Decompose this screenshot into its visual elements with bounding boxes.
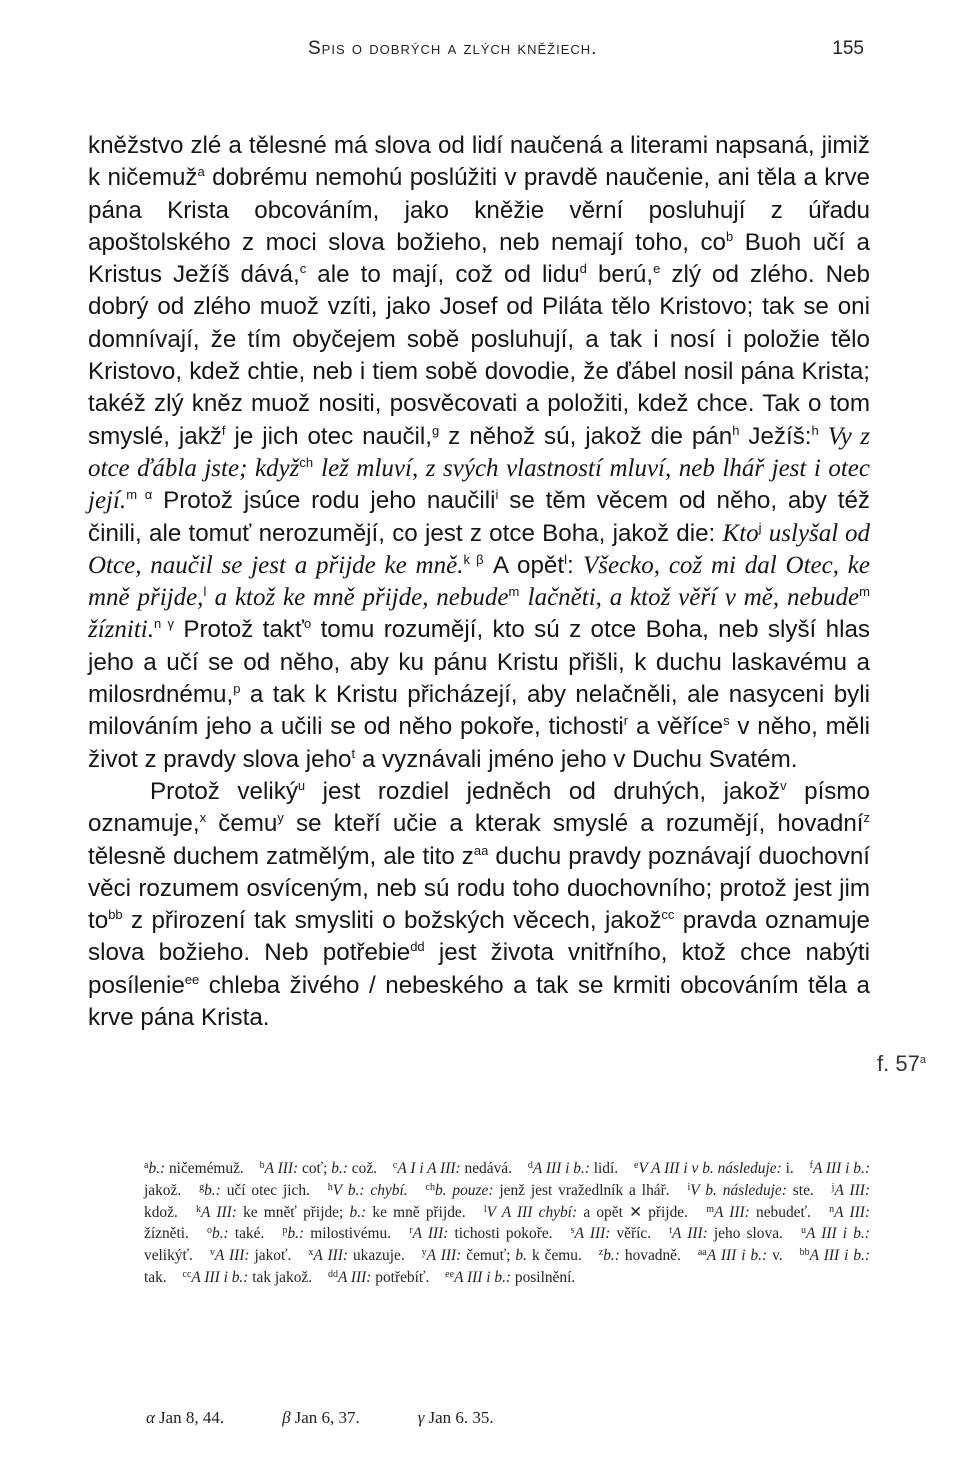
ref-text: Jan 8, 44. [158,1408,225,1427]
footnote [528,1160,618,1177]
paragraph [88,776,870,1034]
footnote-marker: h [732,422,740,438]
scripture-ref [282,1408,360,1427]
italic-text: uslyšal od Otce, naučil se jest a přijde ke mně. [88,519,870,579]
folio-sup: a [919,1054,926,1066]
text-run: v. [767,1247,783,1265]
footnote-marker: p [282,1225,288,1237]
italic-text: b.: [204,1181,221,1199]
footnote-marker: h [327,1181,333,1193]
text-run: tomu rozumějí, kto sú z otce Boha, neb slyší hlas jeho a učí se od něho, aby ku pánu Kristu přišli, k duchu laskavému a milosrdnému, [88,616,871,709]
footnote-marker: a [144,1160,149,1171]
footnote [393,1160,512,1177]
italic-text: A III i b.: [809,1247,870,1265]
text-run: posilnění. [511,1268,576,1286]
text-run: lidí. [589,1160,619,1177]
text-run: tichosti pokoře. [448,1225,553,1243]
footnote-marker: l [483,1203,487,1215]
footnote-marker: f [809,1160,813,1171]
italic-text: A III: [834,1203,870,1221]
text-run: k čemu. [526,1247,582,1265]
ref-text: Jan 6. 35. [428,1408,494,1427]
italic-text: b.: [603,1247,620,1265]
italic-text: A III: [672,1225,708,1243]
italic-text: Vy z otce ďábla jste; když [88,422,870,482]
running-header: Spis o dobrých a zlých kněžiech. [308,38,598,59]
text-run [762,520,769,547]
italic-text: A III: [337,1268,372,1286]
footnote-marker: f [221,422,226,438]
footnote [196,1204,466,1221]
footnote-marker: y [421,1247,427,1259]
footnote-marker: g [199,1181,205,1193]
footnote-marker: j [758,519,762,535]
text-run: Protož jsúce rodu jeho naučili [152,487,496,515]
footnote-marker: x [308,1247,314,1259]
folio-text: f. 57 [877,1051,920,1076]
text-run: tělesně duchem zatmělým, ale tito z [88,842,474,870]
ref-text: Jan 6, 37. [294,1408,360,1427]
footnote [484,1204,688,1221]
footnote-marker: n [829,1203,835,1215]
text-run: coť; [298,1160,332,1177]
text-run: věříc. [610,1225,652,1243]
text-run: Buoh učí a Kristus Ježíš dává, [88,228,870,289]
footnote-marker: r [409,1225,413,1237]
text-run: což. [347,1160,378,1177]
italic-text: b.: [212,1225,229,1243]
footnote-marker: m [508,584,520,600]
text-run: jakoť. [249,1247,292,1265]
footnote-marker: b [259,1160,265,1171]
footnote-marker: aa [697,1247,707,1259]
text-run: ukazuje. [348,1247,405,1265]
scripture-ref [146,1408,224,1427]
footnote-marker: h [811,422,819,438]
text-run: čemu [206,810,278,838]
text-run [206,584,214,611]
text-run: a opět ✕ přijde. [577,1203,688,1221]
footnote-marker: m [706,1203,714,1215]
italic-text: A III i b.: [812,1160,870,1177]
text-run: pravda oznamuje slova božieho. Neb potřebie [88,907,870,967]
footnote-marker: d [527,1160,533,1171]
italic-text: A I i A III: [397,1160,461,1177]
footnote [183,1269,313,1286]
italic-text: A III i b.: [191,1268,249,1286]
footnote-marker: s [570,1225,575,1237]
footnote [698,1247,783,1264]
text-run: v něho, měli život z pravdy slova jeho [88,713,870,773]
text-run: ke mně přijde. [366,1203,466,1221]
footnote-marker: x [199,810,207,826]
footnote-marker: ch [299,454,314,470]
footnote-marker: c [392,1160,398,1171]
italic-text: A III: [834,1181,870,1199]
footnote [688,1182,814,1199]
footnote-marker: y [277,810,284,826]
footnote-marker: e [633,1160,639,1171]
text-run: jeho slova. [707,1225,783,1243]
footnote [409,1225,552,1242]
footnote-marker: a [197,164,205,180]
footnote [634,1160,794,1177]
footnote-marker: cc [182,1268,192,1280]
text-run: Protož takť [174,616,304,644]
text-run: zlý od zlého. Neb dobrý od zlého muož vzíti, jako Josef od Piláta tělo Kristovo; tak se oni domnívají, že tím obyčejem sobě posluhují, a tak i nosí i položie tělo Kristovo, kdež chtie, neb i tiem sobě dovodie, že ďábel nosil pána Krista; takéž zlý kněz muož nositi, posvěcovati a položiti, kdež chce. Tak o tom smyslé, jakž [88,261,870,450]
footnote-marker: cc [661,907,675,923]
ref-mark: β [282,1408,291,1427]
text-run: a věříce [628,713,724,741]
italic-text: žízniti. [88,616,154,644]
italic-text: A III: [313,1247,348,1265]
text-run: velikýť. [144,1247,193,1265]
footnote-marker: j [831,1181,835,1193]
text-run: hovadně. [619,1247,681,1265]
footnote-marker: aa [473,842,489,858]
footnote-marker: dd [327,1268,338,1280]
page-number: 155 [832,38,864,59]
footnote-marker: z [863,810,870,826]
italic-text: A III i b.: [532,1160,590,1177]
italic-text: lež mluví, z svých vlastností mluví, neb lhář jest i otec její. [88,454,870,515]
scripture-references [146,1408,552,1428]
main-text [88,130,870,1034]
footnote-marker: z [598,1247,604,1259]
footnote [207,1225,264,1242]
footnote [308,1247,404,1264]
text-run: ke mněť přijde; [236,1203,350,1221]
ref-mark: α [146,1408,155,1427]
footnote [599,1247,681,1264]
text-run: Ježíš: [739,422,812,450]
footnote [445,1269,575,1286]
text-run: kněžstvo zlé a tělesné má slova od lidí naučená a literami napsaná, jimiž k ničemuž [88,132,870,192]
italic-text: b.: [331,1160,348,1177]
text-run: jest rozdiel jedněch od druhých, jakož [305,777,781,805]
text-run: tak jakož. [248,1268,313,1286]
italic-text: b.: [349,1203,367,1221]
italic-text: V A III chybí: [486,1203,578,1221]
footnote-marker: s [723,713,730,729]
italic-text: V b.: chybí. [332,1181,408,1199]
italic-text: V A III i v b. následuje: [638,1160,782,1177]
footnote [669,1225,783,1242]
folio-margin-note [877,1051,926,1077]
italic-text: a ktož ke mně přijde, nebude [214,584,509,612]
footnote-marker: dd [410,939,425,955]
italic-text: A III: [201,1203,237,1221]
footnote-marker: k β [463,551,484,567]
text-run: a tak k Kristu přicházejí, aby nelačněli, ale nasyceni byli milováním jeho a učili se od něho pokoře, tichosti [88,681,870,741]
text-run: i. [781,1160,794,1177]
footnote [282,1225,391,1242]
text-run: učí otec jich. [220,1181,310,1199]
footnote-marker: i [687,1181,691,1193]
italic-text: A III: [574,1225,611,1243]
footnote-marker: l [564,551,567,567]
ref-mark: γ [417,1408,425,1427]
italic-text: A III: [713,1203,750,1221]
text-run: kdož. [144,1203,178,1221]
italic-text: V b. následuje: [690,1181,787,1199]
text-run: písmo oznamuje, [88,777,871,838]
text-run [819,423,828,450]
text-run: : [566,551,583,579]
text-run: a vyznávali jméno jeho v Duchu Svatém. [355,745,798,773]
text-run: Protož veliký [150,777,298,805]
footnote-marker: t [351,745,356,761]
footnote-marker: c [299,261,307,277]
text-run: z něhož sú, jakož die pán [439,422,733,450]
text-run: se těm věcem od něho, aby též činili, ale tomuť nerozumějí, co jest z otce Boha, jakož die: [88,487,870,547]
italic-text: b. [515,1247,527,1265]
footnote-marker: u [297,777,306,793]
footnote-marker: u [801,1225,807,1237]
footnote-marker: o [303,616,312,632]
footnote [328,1269,429,1286]
text-run: jenž jest vražedlník a lhář. [493,1181,670,1199]
text-run [519,584,527,611]
italic-text: b.: [148,1160,166,1177]
text-run: chleba živého / nebeského a tak se krmiti obcováním těla a krve pána Krista. [88,971,870,1032]
italic-text: A III: [264,1160,299,1177]
footnote [422,1247,582,1264]
text-run: milostivému. [304,1225,392,1243]
footnote-marker: b [726,228,734,244]
text-run: duchu pravdy poznávají duochovní věci rozumem osvíceným, neb sú rodu toho duochovního; protož jest jim to [88,842,870,935]
footnote-marker: l [203,584,207,600]
text-run: ničemémuž. [165,1160,244,1177]
footnote-marker: r [623,713,629,729]
text-run: čemuť; [461,1247,516,1265]
italic-text: A III: [412,1225,449,1243]
footnote-list [88,1158,870,1289]
footnote-marker: k [196,1203,201,1215]
text-run: nebudeť. [749,1203,811,1221]
italic-text: A III i b.: [454,1268,512,1286]
paragraph [88,130,870,776]
italic-text: A III i b.: [806,1225,870,1243]
italic-text: Všecko, což mi dal Otec, ke mně přijde, [88,551,870,612]
footnote-marker: ee [445,1268,455,1280]
critical-apparatus [88,1158,870,1289]
text-run: žízněti. [144,1225,189,1243]
text-run: tak. [144,1268,167,1286]
footnote-marker: bb [799,1247,810,1259]
footnote [328,1182,408,1199]
italic-text: lačněti, a ktož věří v mě, nebude [527,584,860,612]
footnote-marker: e [653,261,661,277]
footnote-marker: o [207,1225,213,1237]
text-run [313,455,321,482]
text-run: dobrému nemohú poslúžiti v pravdě naučenie, ani těla a krve pána Krista obcováním, jako kněžie věrní posluhují z úřadu apoštolského z moci slova božieho, neb nemají toho, co [88,164,870,256]
footnote [260,1160,377,1177]
scripture-ref [418,1408,494,1427]
footnote [210,1247,292,1264]
italic-text: A III: [214,1247,250,1265]
text-run: jakož. [144,1181,182,1199]
text-run: ste. [786,1181,814,1199]
footnote [706,1204,811,1221]
italic-text: b. pouze: [434,1181,494,1199]
text-run: je jich otec naučil, [225,422,433,450]
italic-text: Kto [722,519,759,547]
footnote-marker: ee [184,971,200,987]
italic-text: b.: [287,1225,305,1243]
text-run: nedává. [460,1160,512,1177]
footnote [426,1182,670,1199]
text-run: jest života vnitřního, ktož chce nabýti posílenie [88,939,870,999]
italic-text: A III: [426,1247,462,1265]
footnote-marker: m [859,584,870,600]
text-run: ale to mají, což od lidu [306,261,580,289]
footnote-marker: v [209,1247,215,1259]
footnote-marker: d [579,261,587,277]
text-run: potřebíť. [371,1268,430,1286]
italic-text: A III i b.: [706,1247,768,1265]
text-run: se kteří učie a kterak smyslé a rozumějí, hovadní [283,810,864,838]
footnote-marker: n γ [154,616,174,632]
text-run: berú, [586,261,654,289]
footnote-marker: m α [126,487,153,503]
footnote-marker: p [233,681,241,697]
text-run: A opět [483,551,565,579]
footnote [199,1182,310,1199]
footnote-marker: bb [108,907,123,923]
text-run: také. [228,1225,265,1243]
footnote-marker: v [780,777,787,793]
footnote-marker: g [432,422,440,438]
footnote-marker: i [495,487,499,503]
footnote [144,1160,244,1177]
footnote-marker: ch [425,1181,435,1193]
footnote-marker: t [669,1225,672,1237]
footnote [571,1225,651,1242]
text-run: z přirození tak smysliti o božských věcech, jakož [122,907,662,935]
